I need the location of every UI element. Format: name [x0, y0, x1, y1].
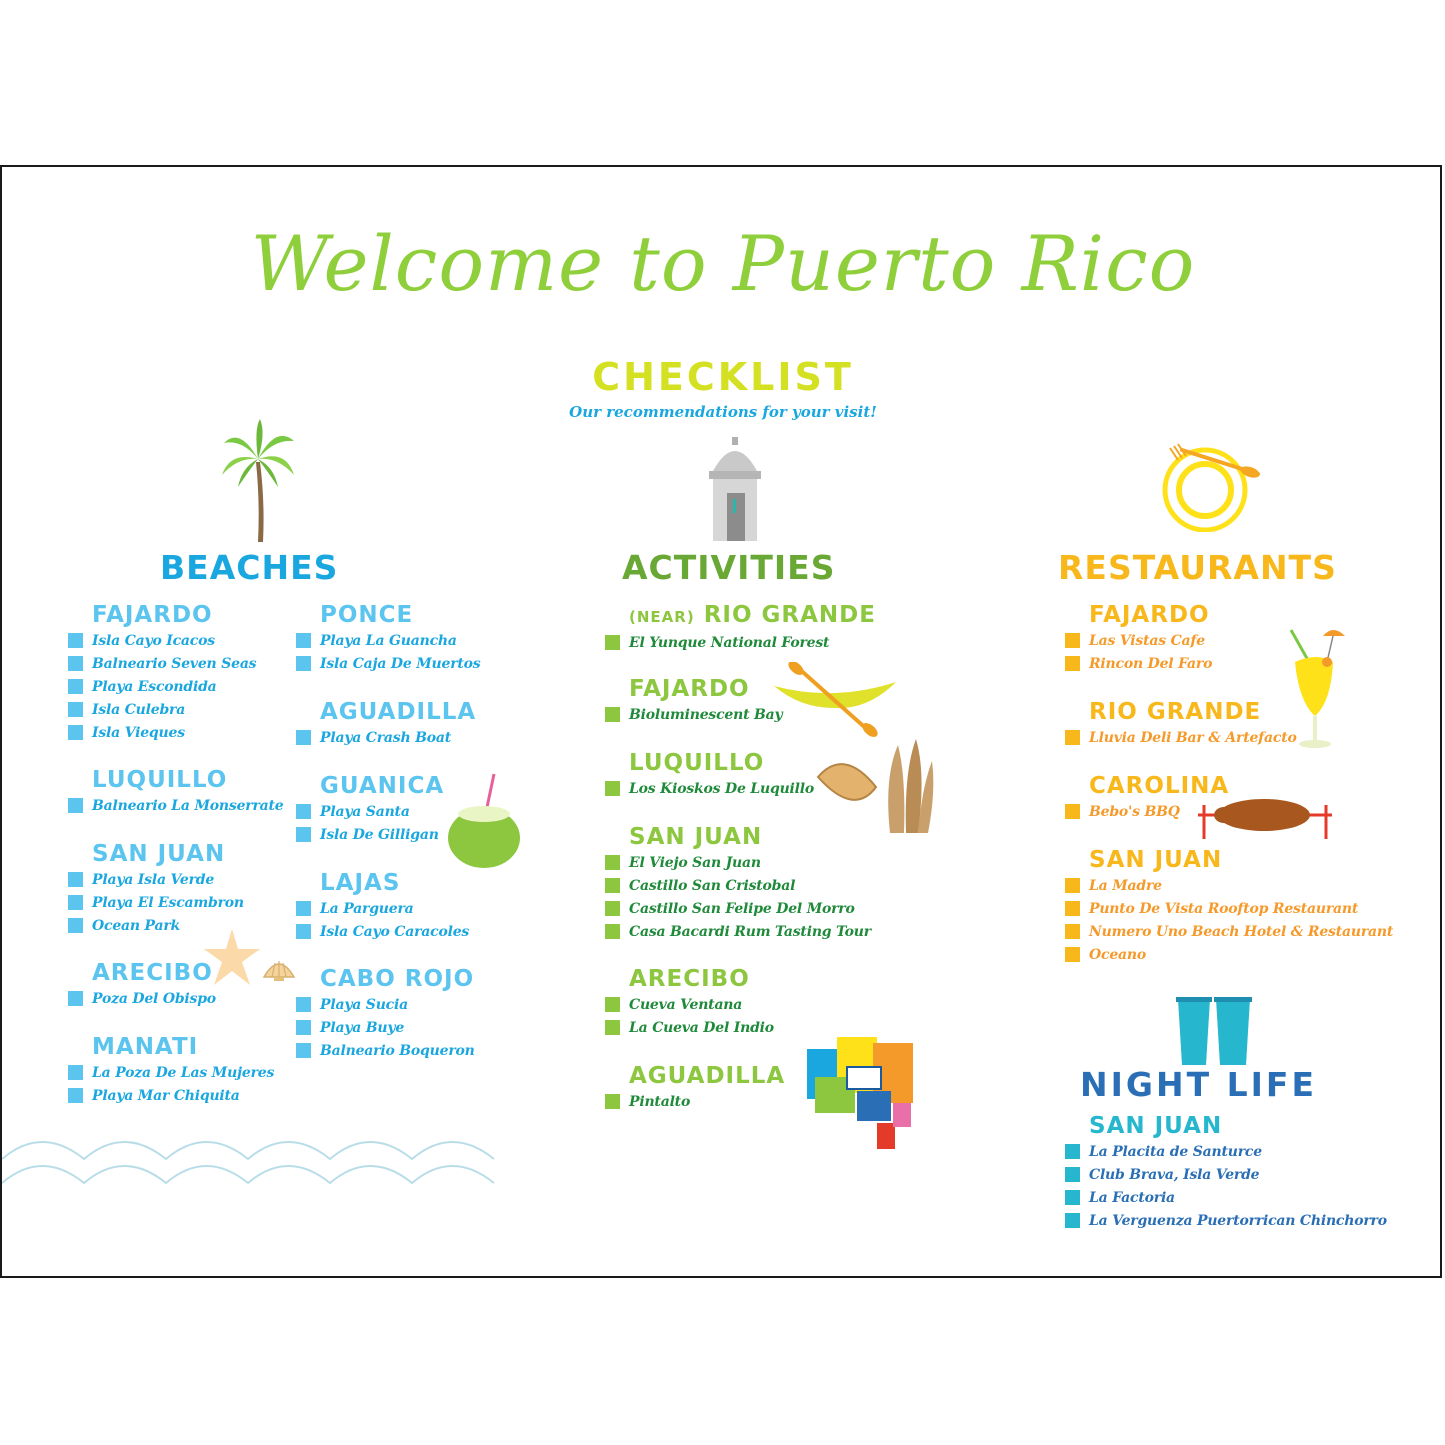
list-item: [605, 703, 885, 726]
item-label: Bioluminescent Bay: [629, 706, 783, 723]
item-label: Playa La Guancha: [320, 632, 457, 649]
group-title-name: RIO GRANDE: [703, 602, 876, 628]
checklist-sheet: [0, 165, 1442, 1278]
group-title: SAN JUAN: [92, 841, 226, 867]
item-label: Las Vistas Cafe: [1089, 632, 1205, 649]
checkbox[interactable]: [68, 1065, 83, 1080]
list-item: [605, 874, 885, 897]
checkbox[interactable]: [68, 1088, 83, 1103]
restaurant-group-san-juan: [1065, 846, 1394, 966]
list-item: [1065, 629, 1345, 652]
group-title: RIO GRANDE: [1089, 699, 1262, 725]
group-title: CAROLINA: [1089, 773, 1230, 799]
list-item: [1065, 726, 1345, 749]
list-item: [296, 993, 576, 1016]
item-label: Balneario Boqueron: [320, 1042, 475, 1059]
list-item: [296, 823, 576, 846]
beach-group-aguadilla: [296, 698, 576, 749]
list-item: [296, 629, 576, 652]
checkbox[interactable]: [68, 679, 83, 694]
item-label: Club Brava, Isla Verde: [1089, 1166, 1260, 1183]
list-item: [68, 1084, 348, 1107]
checkbox[interactable]: [605, 924, 620, 939]
checkbox[interactable]: [1065, 633, 1080, 648]
item-label: Playa Isla Verde: [92, 871, 215, 888]
category-beaches: BEACHES: [160, 548, 339, 587]
list-item: [296, 897, 576, 920]
group-title: PONCE: [320, 602, 414, 628]
checkbox[interactable]: [296, 633, 311, 648]
checkbox[interactable]: [68, 918, 83, 933]
checkbox[interactable]: [296, 656, 311, 671]
checkbox[interactable]: [296, 827, 311, 842]
checkbox[interactable]: [68, 702, 83, 717]
palm-tree-icon: [220, 417, 296, 542]
item-label: La Cueva Del Indio: [629, 1019, 774, 1036]
item-label: Playa Escondida: [92, 678, 217, 695]
group-title: FAJARDO: [92, 602, 213, 628]
item-label: Isla Cayo Icacos: [92, 632, 215, 649]
checkbox[interactable]: [68, 656, 83, 671]
restaurant-group-rio-grande: [1065, 698, 1345, 749]
group-title: AGUADILLA: [320, 699, 477, 725]
list-item: [1065, 1163, 1345, 1186]
checkbox[interactable]: [1065, 1144, 1080, 1159]
checkbox[interactable]: [1065, 656, 1080, 671]
item-label: Playa Crash Boat: [320, 729, 452, 746]
list-item: [1065, 874, 1345, 897]
item-label: Isla Cayo Caracoles: [320, 923, 470, 940]
list-item: [605, 1090, 885, 1113]
item-label: Playa Sucia: [320, 996, 409, 1013]
checkbox[interactable]: [296, 804, 311, 819]
checkbox[interactable]: [68, 895, 83, 910]
conga-drums-icon: [1174, 995, 1254, 1065]
checkbox[interactable]: [296, 1020, 311, 1035]
checkbox[interactable]: [68, 991, 83, 1006]
checkbox[interactable]: [605, 635, 620, 650]
list-item: [68, 1061, 348, 1084]
list-item: [296, 800, 576, 823]
group-title: SAN JUAN: [1089, 847, 1223, 873]
list-item: [1065, 943, 1345, 966]
group-title: LUQUILLO: [629, 750, 765, 776]
item-label: Lluvia Deli Bar & Artefacto: [1089, 729, 1297, 746]
item-label: Castillo San Felipe Del Morro: [629, 900, 855, 917]
item-label: Bebo's BBQ: [1089, 803, 1180, 820]
item-label: Rincon Del Faro: [1089, 655, 1213, 672]
item-label: Playa Santa: [320, 803, 410, 820]
plate-fork-icon: [1160, 442, 1265, 532]
item-label: La Parguera: [320, 900, 414, 917]
item-label: Playa Buye: [320, 1019, 405, 1036]
group-title: CABO ROJO: [320, 966, 475, 992]
group-title-prefix: (NEAR): [629, 608, 695, 626]
item-label: Punto De Vista Rooftop Restaurant: [1089, 900, 1359, 917]
list-item: [296, 652, 576, 675]
item-label: Castillo San Cristobal: [629, 877, 796, 894]
activity-group-rio-grande: [605, 601, 885, 654]
list-item: [296, 726, 576, 749]
beach-group-ponce: [296, 601, 576, 675]
group-title: SAN JUAN: [1089, 1113, 1223, 1139]
checkbox[interactable]: [605, 997, 620, 1012]
waves-icon: [2, 1127, 497, 1207]
group-title: [629, 601, 885, 631]
page-title: Welcome to Puerto Rico: [250, 219, 1196, 308]
list-item: [296, 1039, 576, 1062]
checkbox[interactable]: [1065, 730, 1080, 745]
group-title: GUANICA: [320, 773, 445, 799]
beach-group-lajas: [296, 869, 576, 943]
list-item: [1065, 800, 1345, 823]
group-title: FAJARDO: [1089, 602, 1210, 628]
list-item: [1065, 652, 1345, 675]
checkbox[interactable]: [296, 997, 311, 1012]
list-item: [1065, 897, 1359, 920]
checkbox[interactable]: [68, 633, 83, 648]
list-item: [605, 993, 885, 1016]
list-item: [1065, 920, 1394, 943]
activity-group-san-juan: [605, 823, 885, 943]
checkbox[interactable]: [605, 781, 620, 796]
checkbox[interactable]: [1065, 901, 1080, 916]
list-item: [605, 777, 885, 800]
checkbox[interactable]: [1065, 947, 1080, 962]
group-title: ARECIBO: [92, 960, 213, 986]
list-item: [1065, 1209, 1387, 1232]
beach-group-cabo-rojo: [296, 965, 576, 1062]
item-label: Cueva Ventana: [629, 996, 743, 1013]
group-title: AGUADILLA: [629, 1063, 786, 1089]
checkbox[interactable]: [605, 901, 620, 916]
activity-group-arecibo: [605, 965, 885, 1039]
item-label: Ocean Park: [92, 917, 181, 934]
restaurant-group-fajardo: [1065, 601, 1345, 675]
item-label: La Verguenza Puertorrican Chinchorro: [1089, 1212, 1387, 1229]
activity-group-aguadilla: [605, 1062, 885, 1113]
checkbox[interactable]: [605, 1094, 620, 1109]
activity-group-fajardo: [605, 675, 885, 726]
group-title: ARECIBO: [629, 966, 750, 992]
item-label: Pintalto: [629, 1093, 691, 1110]
list-item: [296, 920, 576, 943]
checkbox[interactable]: [68, 872, 83, 887]
checkbox[interactable]: [68, 798, 83, 813]
category-night-life: NIGHT LIFE: [1080, 1065, 1317, 1104]
garita-sentry-box-icon: [705, 437, 765, 541]
checkbox[interactable]: [1065, 1213, 1080, 1228]
group-title: MANATI: [92, 1034, 199, 1060]
item-label: Los Kioskos De Luquillo: [629, 780, 815, 797]
item-label: Isla Caja De Muertos: [320, 655, 481, 672]
list-item: [68, 675, 348, 698]
group-title: LUQUILLO: [92, 767, 228, 793]
checkbox[interactable]: [605, 707, 620, 722]
checkbox[interactable]: [1065, 804, 1080, 819]
item-label: La Factoria: [1089, 1189, 1175, 1206]
list-item: [605, 920, 885, 943]
checkbox[interactable]: [1065, 1190, 1080, 1205]
item-label: Playa El Escambron: [92, 894, 244, 911]
list-item: [605, 1016, 885, 1039]
checkbox[interactable]: [605, 1020, 620, 1035]
item-label: La Poza De Las Mujeres: [92, 1064, 275, 1081]
item-label: Balneario Seven Seas: [92, 655, 257, 672]
checkbox[interactable]: [605, 855, 620, 870]
item-label: Casa Bacardi Rum Tasting Tour: [629, 923, 871, 940]
list-item: [296, 1016, 576, 1039]
item-label: El Viejo San Juan: [629, 854, 761, 871]
checkbox[interactable]: [1065, 924, 1080, 939]
category-activities: ACTIVITIES: [622, 548, 836, 587]
beach-group-guanica: [296, 772, 576, 846]
item-label: Isla Vieques: [92, 724, 185, 741]
checklist-heading: CHECKLIST: [592, 355, 854, 399]
list-item: [1065, 1186, 1345, 1209]
checkbox[interactable]: [296, 901, 311, 916]
subtitle: Our recommendations for your visit!: [569, 403, 877, 421]
item-label: La Madre: [1089, 877, 1162, 894]
list-item: [605, 851, 885, 874]
checkbox[interactable]: [296, 1043, 311, 1058]
category-restaurants: RESTAURANTS: [1058, 548, 1337, 587]
checkbox[interactable]: [296, 730, 311, 745]
group-title: LAJAS: [320, 870, 401, 896]
list-item: [605, 897, 885, 920]
activity-group-luquillo: [605, 749, 885, 800]
restaurant-group-carolina: [1065, 772, 1345, 823]
item-label: Playa Mar Chiquita: [92, 1087, 240, 1104]
item-label: Isla De Gilligan: [320, 826, 439, 843]
group-title: FAJARDO: [629, 676, 750, 702]
item-label: El Yunque National Forest: [629, 634, 830, 651]
checkbox[interactable]: [1065, 878, 1080, 893]
nightlife-group-san-juan: [1065, 1112, 1387, 1232]
checkbox[interactable]: [1065, 1167, 1080, 1182]
list-item: [605, 631, 885, 654]
list-item: [1065, 1140, 1345, 1163]
item-label: Oceano: [1089, 946, 1147, 963]
item-label: Balneario La Monserrate: [92, 797, 284, 814]
checkbox[interactable]: [296, 924, 311, 939]
group-title: SAN JUAN: [629, 824, 763, 850]
item-label: Numero Uno Beach Hotel & Restaurant: [1089, 923, 1394, 940]
item-label: Poza Del Obispo: [92, 990, 216, 1007]
item-label: La Placita de Santurce: [1089, 1143, 1262, 1160]
checkbox[interactable]: [68, 725, 83, 740]
item-label: Isla Culebra: [92, 701, 186, 718]
checkbox[interactable]: [605, 878, 620, 893]
